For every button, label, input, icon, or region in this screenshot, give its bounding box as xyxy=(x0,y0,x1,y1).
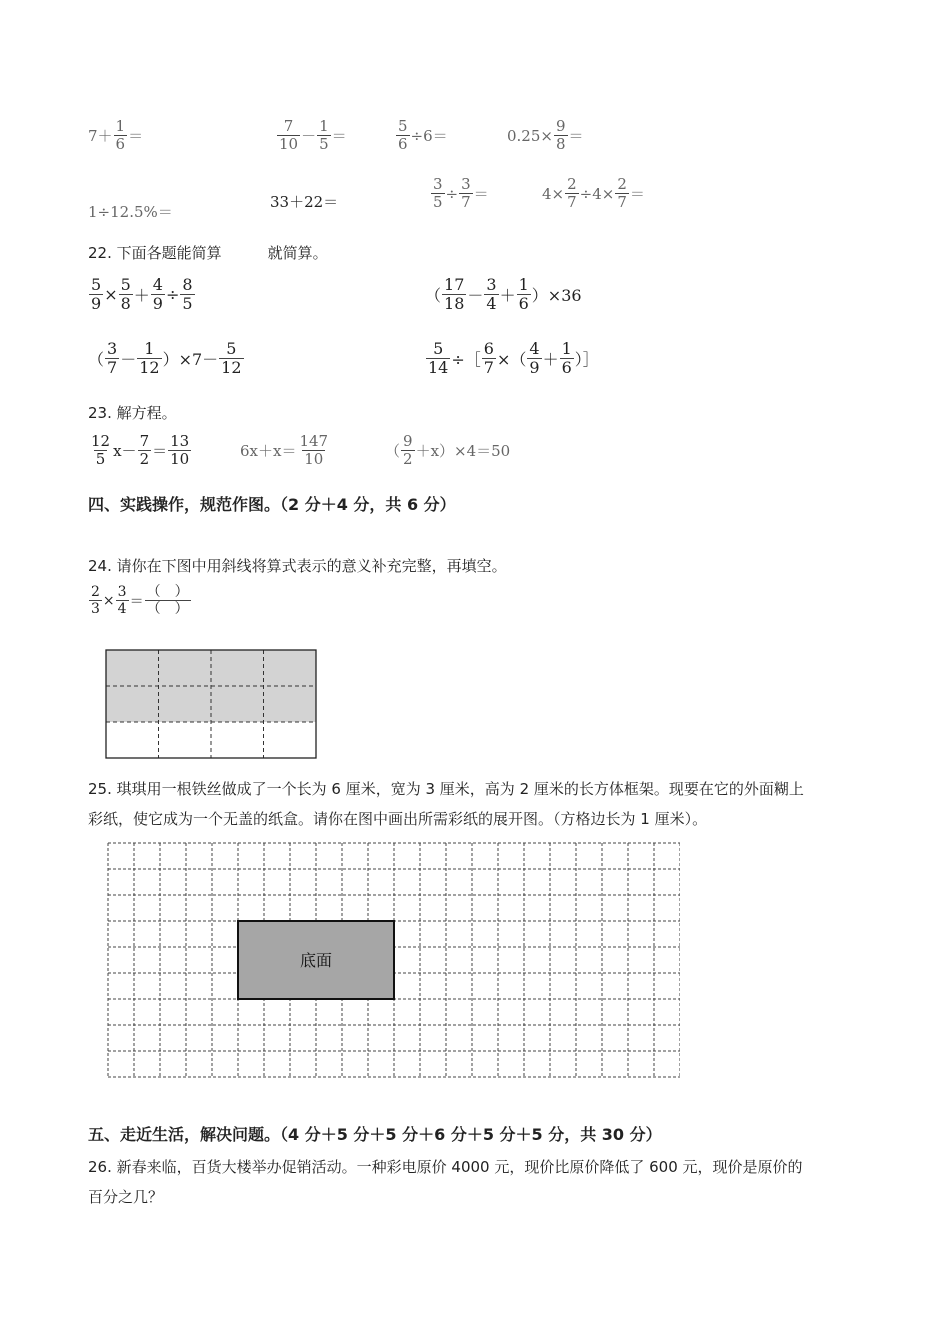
fraction: $\frac{7}{2}$ xyxy=(139,432,150,469)
equation-1: $\frac{12}{5}$ x－ $\frac{7}{2}$ ＝ $\frac{13}{10}$ xyxy=(91,432,190,469)
fraction: $\frac{8}{5}$ xyxy=(182,275,193,314)
fraction: $\frac{5}{6}$ xyxy=(398,117,408,154)
fraction: $\frac{1}{5}$ xyxy=(319,117,329,154)
question-24: 24. 请你在下图中用斜线将算式表示的意义补充完整，再填空。 xyxy=(88,557,507,575)
fraction: $\frac{4}{9}$ xyxy=(529,339,540,378)
calc-33-plus-22: 33＋22＝ xyxy=(270,193,339,211)
question-22: 22. 下面各题能简算 就简算。 xyxy=(88,244,328,262)
simplify-expr-3: （ $\frac{3}{7}$ － $\frac{1}{12}$ ）×7－ $\frac{5}{12}$ xyxy=(88,339,242,378)
fraction: $\frac{1}{6}$ xyxy=(115,117,126,154)
fraction: $\frac{2}{7}$ xyxy=(617,175,627,212)
fraction: $\frac{12}{5}$ xyxy=(91,432,111,469)
fraction: $\frac{2}{7}$ xyxy=(567,175,577,212)
fraction: $\frac{3}{7}$ xyxy=(461,175,471,212)
fraction: $\frac{3}{4}$ xyxy=(117,584,127,618)
fraction: $\frac{5}{8}$ xyxy=(120,275,131,314)
calc-7-plus-1-6: 7＋ $\frac{1}{6}$ ＝ xyxy=(88,117,144,154)
question-25-line-1: 25. 琪琪用一根铁丝做成了一个长为 6 厘米，宽为 3 厘米，高为 2 厘米的长方体框架。现要在它的外面糊上 xyxy=(88,780,804,798)
question-26-line-1: 26. 新春来临，百货大楼举办促销活动。一种彩电原价 4000 元，现价比原价降低了 600 元，现价是原价的 xyxy=(88,1158,803,1176)
q24-fraction-rectangle[interactable] xyxy=(104,648,318,762)
fraction: $\frac{147}{10}$ xyxy=(299,432,329,469)
fraction: $\frac{1}{6}$ xyxy=(518,275,529,314)
equation-2: 6x＋x＝ $\frac{147}{10}$ xyxy=(240,432,329,469)
calc-025-times-9-8: 0.25× $\frac{9}{8}$ ＝ xyxy=(507,117,584,154)
fraction: $\frac{4}{9}$ xyxy=(152,275,163,314)
answer-blank-fraction[interactable]: $\frac{( )}{( )}$ xyxy=(146,584,189,618)
fraction: $\frac{2}{3}$ xyxy=(91,584,100,618)
fraction: $\frac{7}{10}$ xyxy=(279,117,299,154)
calc-5-6-div-6: $\frac{5}{6}$ ÷6＝ xyxy=(398,117,448,154)
fraction: $\frac{1}{6}$ xyxy=(561,339,572,378)
calc-4-times-2-7: 4× $\frac{2}{7}$ ÷4× $\frac{2}{7}$ ＝ xyxy=(542,175,645,212)
fraction: $\frac{3}{4}$ xyxy=(486,275,497,314)
q25-square-grid[interactable] xyxy=(106,841,680,1079)
calc-1-div-125: 1÷12.5%＝ xyxy=(88,203,173,221)
fraction: $\frac{5}{14}$ xyxy=(428,339,449,378)
fraction: $\frac{9}{2}$ xyxy=(403,432,413,469)
fraction: $\frac{1}{12}$ xyxy=(139,339,160,378)
question-23: 23. 解方程。 xyxy=(88,404,177,422)
section-4-heading: 四、实践操作，规范作图。（2 分＋4 分，共 6 分） xyxy=(88,495,456,514)
simplify-expr-1: $\frac{5}{9}$ × $\frac{5}{8}$ ＋ $\frac{4}{9}$ ÷ $\frac{8}{5}$ xyxy=(91,275,193,314)
equation-3: （ $\frac{9}{2}$ ＋x）×4＝50 xyxy=(385,432,511,469)
fraction: $\frac{3}{5}$ xyxy=(433,175,443,212)
fraction: $\frac{3}{7}$ xyxy=(107,339,118,378)
simplify-expr-4: $\frac{5}{14}$ ÷［ $\frac{6}{7}$ ×（ $\frac{4}{9}$ ＋ $\frac{1}{6}$ ）］ xyxy=(428,339,599,378)
calc-3-5-div-3-7: $\frac{3}{5}$ ÷ $\frac{3}{7}$ ＝ xyxy=(433,175,489,212)
fraction: $\frac{5}{9}$ xyxy=(91,275,102,314)
fraction: $\frac{9}{8}$ xyxy=(555,117,566,154)
fraction: $\frac{13}{10}$ xyxy=(170,432,190,469)
simplify-expr-2: （ $\frac{17}{18}$ － $\frac{3}{4}$ ＋ $\frac{1}{6}$ ）×36 xyxy=(425,275,582,314)
fraction: $\frac{6}{7}$ xyxy=(483,339,494,378)
section-5-heading: 五、走近生活，解决问题。（4 分＋5 分＋5 分＋6 分＋5 分＋5 分，共 30 分） xyxy=(88,1125,662,1144)
base-face-label: 底面 xyxy=(299,951,333,970)
fraction: $\frac{5}{12}$ xyxy=(221,339,242,378)
q24-formula: $\frac{2}{3}$ × $\frac{3}{4}$ ＝ $\frac{( )}{( )}$ xyxy=(91,584,189,618)
question-25-line-2: 彩纸，使它成为一个无盖的纸盒。请你在图中画出所需彩纸的展开图。（方格边长为 1 厘米）。 xyxy=(88,810,708,828)
fraction: $\frac{17}{18}$ xyxy=(444,275,465,314)
calc-7-10-minus-1-5: $\frac{7}{10}$ － $\frac{1}{5}$ ＝ xyxy=(279,117,347,154)
question-26-line-2: 百分之几？ xyxy=(88,1188,164,1206)
